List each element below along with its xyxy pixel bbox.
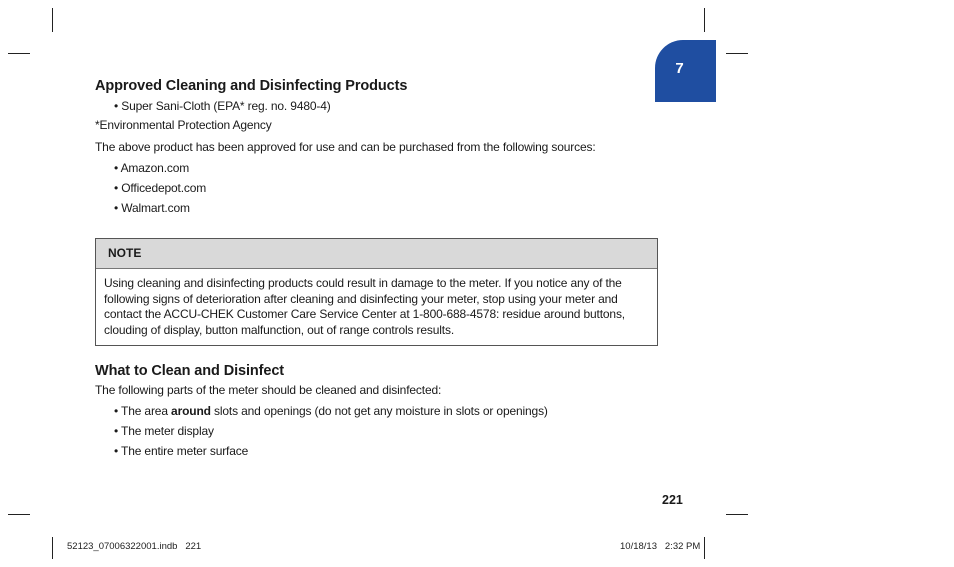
page-number: 221 (662, 493, 683, 507)
slug-file: 52123_07006322001.indb 221 (67, 541, 202, 552)
note-box (95, 238, 658, 346)
list-item-text: • The area (114, 404, 172, 418)
list-item-part: • The meter display (114, 424, 214, 438)
crop-mark (704, 537, 705, 559)
crop-mark (8, 514, 30, 515)
crop-mark (8, 53, 30, 54)
list-item-part (114, 404, 548, 418)
list-item-product: • Super Sani-Cloth (EPA* reg. no. 9480-4) (114, 99, 331, 113)
chapter-tab (655, 40, 716, 102)
chapter-number: 7 (675, 59, 684, 77)
crop-mark (704, 8, 705, 32)
crop-mark (52, 8, 53, 32)
slug-date: 10/18/13 2:32 PM (620, 541, 701, 552)
crop-mark (52, 537, 53, 559)
emphasis-around: around (171, 404, 211, 418)
list-item-source: • Officedepot.com (114, 181, 207, 195)
section-heading-approved-products: Approved Cleaning and Disinfecting Products (95, 78, 408, 94)
sources-intro: The above product has been approved for use and can be purchased from the following sources: (95, 140, 596, 154)
list-item-source: • Amazon.com (114, 161, 190, 175)
list-item-source: • Walmart.com (114, 201, 190, 215)
note-body: Using cleaning and disinfecting products could result in damage to the meter. If you notice any of the following signs of deterioration after cleaning and disinfecting your meter, stop using your meter and contact the ACCU-CHEK Customer Care Service Center at 1-800-688-4578: residue around buttons, clouding of display, button malfunction, out of range controls results. (104, 276, 625, 337)
note-heading: NOTE (96, 239, 657, 269)
crop-mark (726, 514, 748, 515)
section-heading-what-to-clean: What to Clean and Disinfect (95, 363, 285, 379)
section2-intro: The following parts of the meter should be cleaned and disinfected: (95, 383, 442, 397)
footnote-epa: *Environmental Protection Agency (95, 118, 272, 132)
list-item-part: • The entire meter surface (114, 444, 249, 458)
list-item-text: slots and openings (do not get any moisture in slots or openings) (210, 404, 548, 418)
crop-mark (726, 53, 748, 54)
